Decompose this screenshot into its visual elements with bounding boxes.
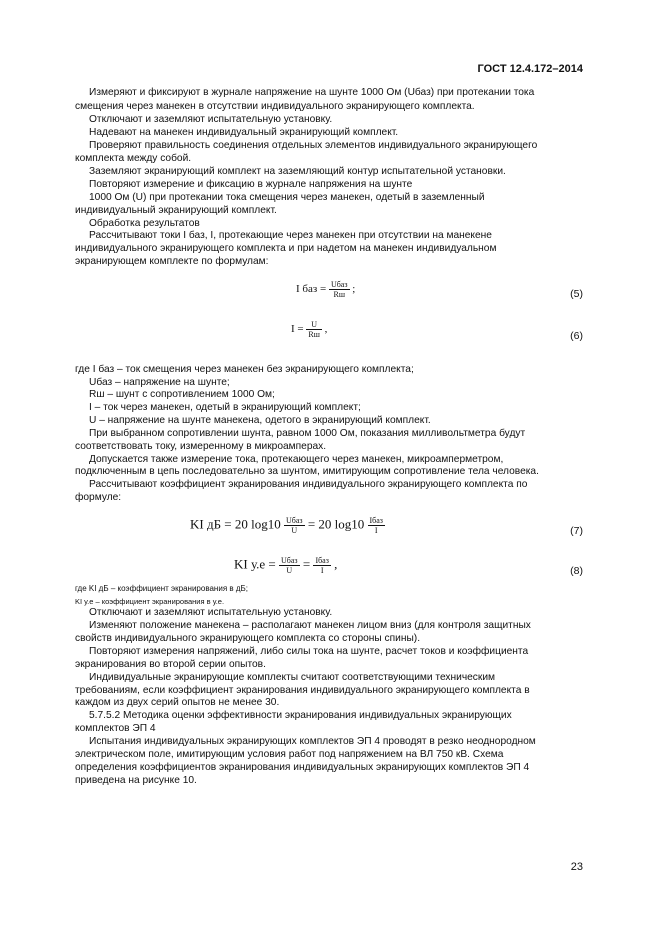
definition-line: U – напряжение на шунте манекена, одетого в экранирующий комплект.	[89, 415, 431, 426]
text-line: Индивидуальные экранирующие комплекты считают соответствующими техническим	[89, 672, 496, 683]
formula-6	[291, 320, 327, 339]
text-line: Отключают и заземляют испытательную установку.	[89, 607, 333, 618]
definition-line: где I баз – ток смещения через манекен без экранирующего комплекта;	[75, 364, 414, 375]
denominator: Rш	[333, 290, 345, 299]
text-line: Рассчитывают коэффициент экранирования индивидуального экранирующего комплекта по	[89, 479, 528, 490]
text-line: При выбранном сопротивлении шунта, равном 1000 Ом, показания милливольтметра будут	[89, 428, 526, 439]
text-line: свойств индивидуального экранирующего комплекта со стороны спины).	[75, 633, 421, 644]
text-line: Рассчитывают токи I баз, I, протекающие через манекен при отсутствии на манекене	[89, 230, 492, 241]
denominator: Rш	[308, 330, 320, 339]
formula-5	[296, 280, 355, 299]
text-line: электрическом поле, имитирующим условия работ под напряжением на ВЛ 750 кВ. Схема	[75, 749, 504, 760]
denominator: U	[291, 526, 298, 535]
denominator: I	[374, 526, 378, 535]
formula-lhs: KI у.е =	[234, 556, 276, 572]
text-line: Отключают и заземляют испытательную установку.	[89, 114, 333, 125]
definition-line: где KI дБ – коэффициент экранирования в дБ;	[75, 584, 248, 593]
text-line: экранирования во второй серии опытов.	[75, 659, 266, 670]
formula-mid: =	[302, 556, 311, 572]
definition-line: Rш – шунт с сопротивлением 1000 Ом;	[89, 389, 275, 400]
text-line: Проверяют правильность соединения отдельных элементов индивидуального экранирующего	[89, 140, 538, 151]
fraction	[368, 516, 385, 535]
fraction	[306, 320, 322, 339]
text-line: Надевают на манекен индивидуальный экранирующий комплект.	[89, 127, 399, 138]
text-line: каждом из двух серий опытов не менее 30.	[75, 697, 280, 708]
formula-lhs: KI дБ = 20 log10	[190, 516, 281, 532]
text-line: комплекта между собой.	[75, 153, 192, 164]
equation-number: (8)	[570, 565, 583, 577]
text-line: Повторяют измерение и фиксацию в журнале напряжения на шунте	[89, 179, 413, 190]
text-line: экранирующем комплекте по формулам:	[75, 256, 269, 267]
definition-line: Uбаз – напряжение на шунте;	[89, 377, 230, 388]
text-line: формуле:	[75, 492, 122, 503]
text-line: подключенным в цепь последовательно за шунтом, имитирующим сопротивление тела человека.	[75, 466, 539, 477]
document-id: ГОСТ 12.4.172–2014	[477, 63, 583, 75]
formula-tail: ,	[324, 323, 328, 336]
definition-line: KI у.е – коэффициент экранирования в у.е.	[75, 597, 225, 606]
section-heading: Обработка результатов	[89, 218, 200, 229]
text-line: соответствовать току, измеренному в микроамперах.	[75, 441, 327, 452]
numerator: Uбаз	[286, 516, 303, 525]
section-heading: 5.7.5.2 Методика оценки эффективности экранирования индивидуальных экранирующих	[89, 710, 512, 721]
text-line: Испытания индивидуальных экранирующих комплектов ЭП 4 проводят в резко неоднородном	[89, 736, 536, 747]
fraction	[329, 280, 350, 299]
text-line: приведена на рисунке 10.	[75, 775, 197, 786]
fraction	[279, 556, 300, 575]
formula-mid: = 20 log10	[307, 516, 365, 532]
text-line: комплектов ЭП 4	[75, 723, 156, 734]
page-number: 23	[570, 861, 583, 873]
equation-number: (5)	[570, 288, 583, 300]
numerator: Iбаз	[369, 516, 383, 525]
formula-lhs: I баз =	[296, 283, 327, 296]
formula-tail: ;	[352, 283, 356, 296]
text-line: индивидуального экранирующего комплекта и при надетом на манекен индивидуальном	[75, 243, 497, 254]
equation-number: (6)	[570, 330, 583, 342]
numerator: Uбаз	[330, 280, 348, 289]
fraction	[313, 556, 330, 575]
text-line: 1000 Ом (U) при протекании тока смещения через манекен, одетый в заземленный	[89, 192, 485, 203]
definition-line: I – ток через манекен, одетый в экранирующий комплект;	[89, 402, 361, 413]
text-line: смещения через манекен в отсутствии индивидуального экранирующего комплекта.	[75, 101, 475, 112]
numerator: Uбаз	[281, 556, 298, 565]
formula-lhs: I =	[291, 323, 304, 336]
text-line: Измеряют и фиксируют в журнале напряжение на шунте 1000 Ом (Uбаз) при протекании тока	[89, 87, 535, 98]
numerator: U	[306, 320, 322, 330]
denominator: U	[286, 566, 293, 575]
formula-8	[234, 556, 337, 575]
formula-tail: ,	[334, 556, 338, 572]
denominator: I	[320, 566, 324, 575]
text-line: Изменяют положение манекена – располагают манекен лицом вниз (для контроля защитных	[89, 620, 531, 631]
numerator: Iбаз	[315, 556, 329, 565]
fraction	[284, 516, 305, 535]
formula-7	[190, 516, 385, 535]
text-line: Заземляют экранирующий комплект на заземляющий контур испытательной установки.	[89, 166, 506, 177]
equation-number: (7)	[570, 525, 583, 537]
text-line: Повторяют измерения напряжений, либо силы тока на шунте, расчет токов и коэффициента	[89, 646, 529, 657]
text-line: требованиям, если коэффициент экранирования индивидуального экранирующего комплекта в	[75, 685, 530, 696]
text-line: Допускается также измерение тока, протекающего через манекен, микроамперметром,	[89, 454, 504, 465]
text-line: индивидуальный экранирующий комплект.	[75, 205, 277, 216]
text-line: определения коэффициентов экранирования индивидуальных экранирующих комплектов ЭП 4	[75, 762, 530, 773]
